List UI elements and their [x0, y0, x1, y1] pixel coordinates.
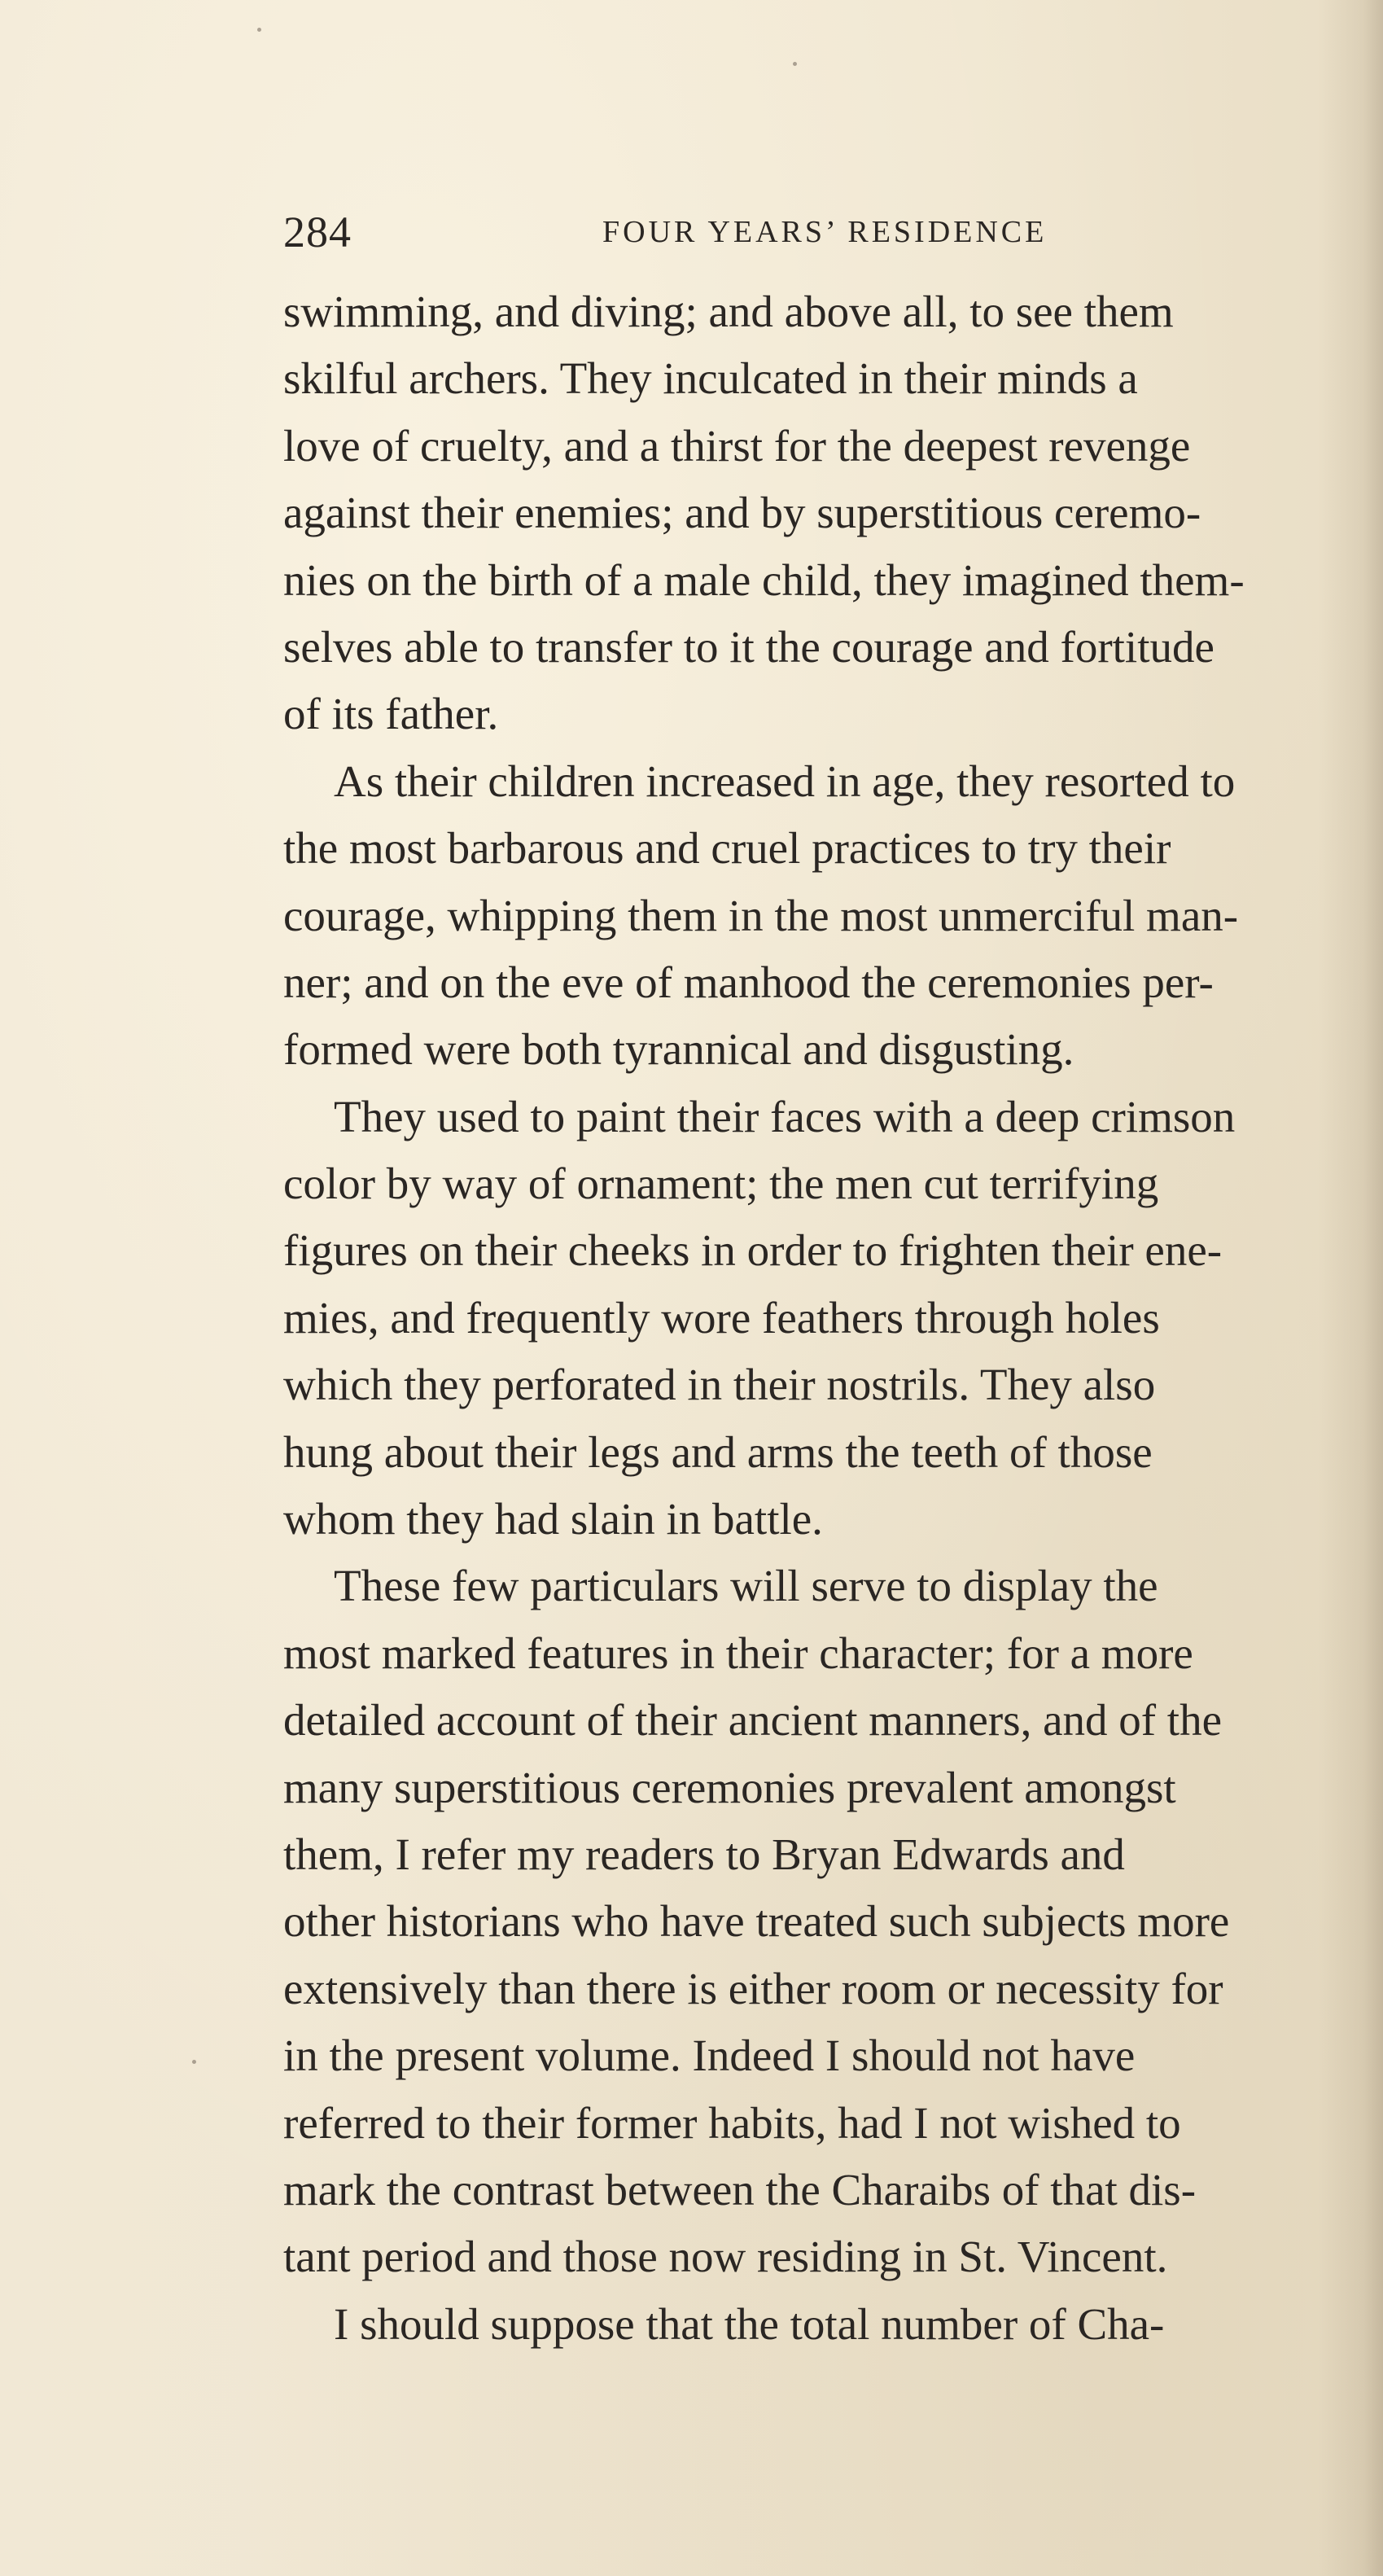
text-line: color by way of ornament; the men cut terrifying [283, 1159, 1159, 1209]
text-line: them, I refer my readers to Bryan Edwards and [283, 1829, 1125, 1879]
text-line: formed were both tyrannical and disgusting. [283, 1024, 1074, 1075]
text-line: selves able to transfer to it the courage and fortitude [283, 621, 1215, 672]
page-header [283, 204, 1301, 261]
text-line: courage, whipping them in the most unmerciful man- [283, 890, 1239, 940]
text-line: mies, and frequently wore feathers through holes [283, 1292, 1160, 1343]
text-line: hung about their legs and arms the teeth of those [283, 1426, 1153, 1477]
text-line: tant period and those now residing in St. Vincent. [283, 2232, 1168, 2282]
text-line: ner; and on the eve of manhood the ceremonies per- [283, 957, 1214, 1007]
paragraph-start-line: As their children increased in age, they resorted to [334, 756, 1236, 806]
body-text [283, 278, 1374, 2358]
text-line: the most barbarous and cruel practices to try their [283, 823, 1171, 874]
text-line: swimming, and diving; and above all, to see them [283, 287, 1174, 336]
running-head: FOUR YEARS’ RESIDENCE [602, 215, 1048, 249]
text-line: love of cruelty, and a thirst for the deepest revenge [283, 420, 1191, 471]
text-line: many superstitious ceremonies prevalent amongst [283, 1762, 1176, 1812]
paper-speck [257, 28, 261, 32]
text-line: referred to their former habits, had I not wished to [283, 2097, 1181, 2148]
paper-speck [793, 62, 797, 66]
text-line: of its father. [283, 689, 499, 739]
text-line: other historians who have treated such subjects more [283, 1896, 1230, 1947]
text-line: against their enemies; and by superstitious ceremo- [283, 488, 1201, 538]
text-line: detailed account of their ancient manners, and of the [283, 1695, 1222, 1746]
text-line: which they perforated in their nostrils. They also [283, 1360, 1156, 1410]
text-line: in the present volume. Indeed I should not have [283, 2031, 1136, 2081]
text-line: skilful archers. They inculcated in their minds a [283, 353, 1138, 404]
paragraph-start-line: I should suppose that the total number of Cha- [334, 2298, 1165, 2349]
text-line: mark the contrast between the Charaibs of that dis- [283, 2164, 1197, 2215]
text-line: most marked features in their character; for a more [283, 1628, 1193, 1678]
paper-speck [192, 2060, 196, 2064]
text-line: extensively than there is either room or necessity for [283, 1963, 1223, 2013]
paragraph-start-line: These few particulars will serve to display the [334, 1561, 1158, 1611]
paragraph-start-line: They used to paint their faces with a deep crimson [334, 1091, 1236, 1141]
text-line: figures on their cheeks in order to frighten their ene- [283, 1225, 1223, 1276]
text-line: whom they had slain in battle. [283, 1494, 823, 1544]
page-number: 284 [283, 208, 352, 256]
text-line: nies on the birth of a male child, they imagined them- [283, 554, 1245, 605]
